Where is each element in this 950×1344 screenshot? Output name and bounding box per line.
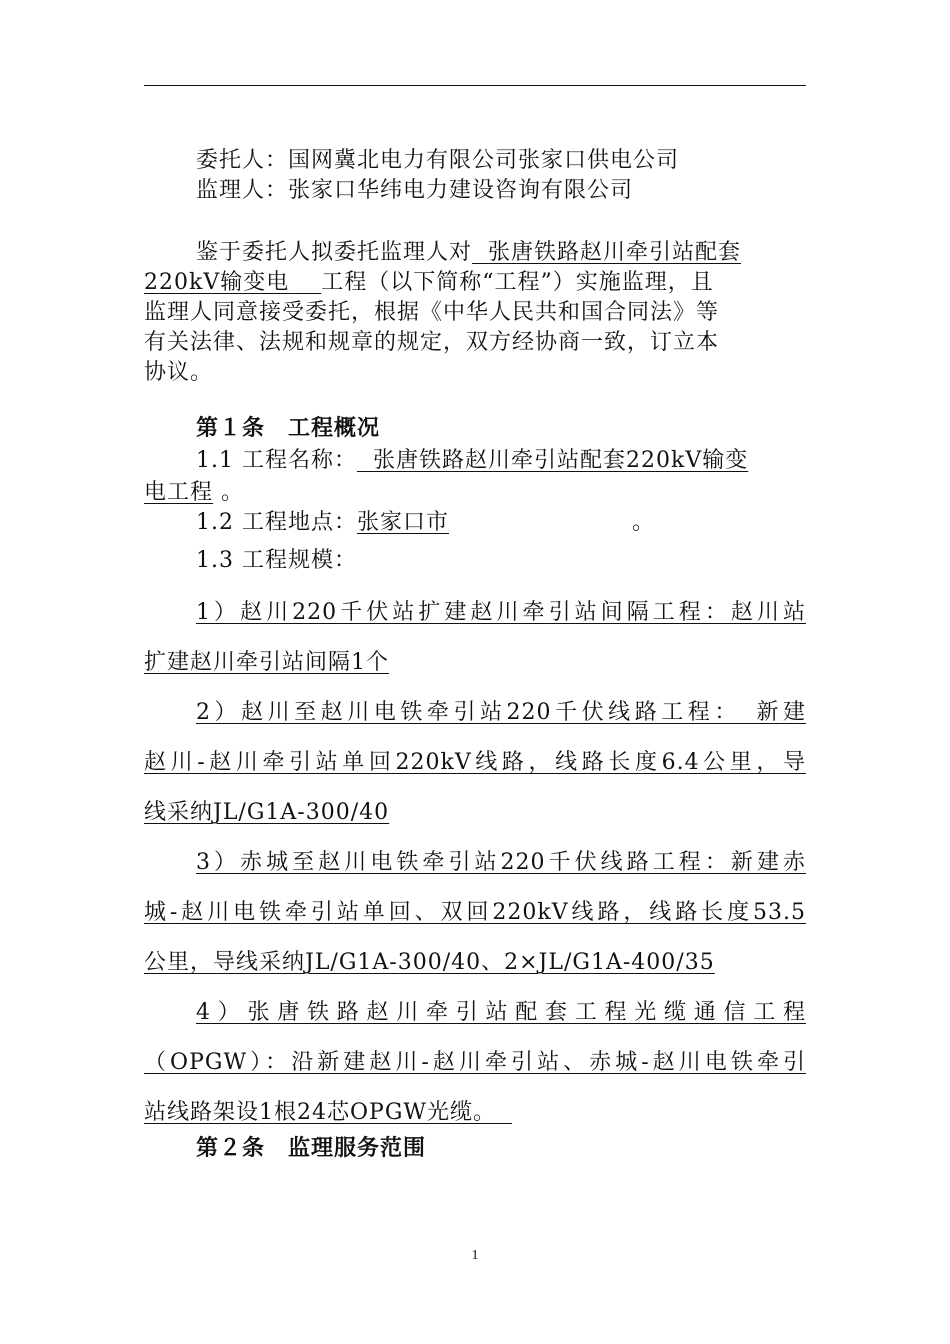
client-line xyxy=(196,146,806,176)
article-2-heading: 第２条 监理服务范围 xyxy=(196,1135,427,1161)
scale-item-text: 线采纳JL/G1A-300/40 xyxy=(144,800,390,825)
project-name-part: 220kV xyxy=(626,448,703,473)
project-name-label: 1.1 工程名称： xyxy=(196,448,357,473)
scale-item-3-line-3 xyxy=(144,948,806,978)
scale-item-text xyxy=(144,1100,512,1125)
project-name-part: 张唐铁路赵川牵引站配套 xyxy=(488,240,742,265)
project-name-value xyxy=(357,448,748,473)
supervisor-line xyxy=(196,176,806,206)
scale-item-2-line-1: 2）赵川至赵川电铁牵引站220千伏线路工程： 新建 xyxy=(196,700,806,725)
project-site-value: 张家口市 xyxy=(356,510,449,535)
punctuation: 。 xyxy=(221,480,245,505)
project-site-underline xyxy=(357,510,632,535)
project-name-value-cont: 电工程 xyxy=(144,480,214,505)
scale-item-3-line-1: 3）赤城至赵川电铁牵引站220千伏线路工程：新建赤 xyxy=(196,850,806,875)
client-label: 委托人： xyxy=(196,148,289,173)
page-number: 1 xyxy=(471,1248,479,1263)
preamble-text: 鉴于委托人拟委托监理人对 xyxy=(196,240,473,265)
scale-item-1-line-1: 1）赵川220千伏站扩建赵川牵引站间隔工程：赵川站 xyxy=(196,600,806,625)
scale-item-4-line-1: 4）张唐铁路赵川牵引站配套工程光缆通信工程 xyxy=(196,1000,806,1025)
project-name-line xyxy=(196,446,806,476)
scale-item-text: 扩建赵川牵引站间隔1个 xyxy=(144,650,389,675)
header-rule xyxy=(144,85,806,86)
project-site-label: 1.2 工程地点： xyxy=(196,510,357,535)
scale-item-2-line-2: 赵川-赵川牵引站单回220kV线路，线路长度6.4公里，导 xyxy=(144,750,806,775)
project-name-underlined-cont xyxy=(144,270,321,295)
preamble-line-2 xyxy=(144,268,806,298)
scale-item-3-line-2: 城-赵川电铁牵引站单回、双回220kV线路，线路长度53.5 xyxy=(144,900,806,925)
project-scale-label: 1.3 工程规模： xyxy=(196,548,357,573)
project-name-part: 220kV输变电 xyxy=(144,270,290,295)
scale-item-4-line-2: （OPGW）：沿新建赵川-赵川牵引站、赤城-赵川电铁牵引 xyxy=(144,1050,806,1075)
preamble-line-4: 有关法律、法规和规章的规定，双方经协商一致，订立本 xyxy=(144,330,720,355)
preamble-text: 工程（以下简称“工程”）实施监理，且 xyxy=(321,270,714,295)
project-name-part: 输变 xyxy=(702,448,749,473)
project-name-line-2 xyxy=(144,478,806,508)
project-site-line xyxy=(196,508,806,538)
punctuation: 。 xyxy=(632,510,656,535)
scale-item-text: 公里，导线采纳JL/G1A-300/40、2×JL/G1A-400/35 xyxy=(144,950,715,975)
preamble-line-5: 协议。 xyxy=(144,360,214,385)
scale-item-4-line-3 xyxy=(144,1098,806,1128)
scale-item-2-line-3 xyxy=(144,798,806,828)
scale-item-1-line-2 xyxy=(144,648,806,678)
preamble-line-1 xyxy=(196,238,806,268)
preamble-line-3: 监理人同意接受委托，根据《中华人民共和国合同法》等 xyxy=(144,300,720,325)
client-name: 国网冀北电力有限公司张家口供电公司 xyxy=(288,148,680,173)
scale-item-text-content: 站线路架设1根24芯OPGW光缆。 xyxy=(144,1100,497,1125)
article-1-heading: 第１条 工程概况 xyxy=(196,415,381,441)
supervisor-name: 张家口华纬电力建设咨询有限公司 xyxy=(288,178,634,203)
project-name-part: 张唐铁路赵川牵引站配套 xyxy=(372,448,626,473)
project-name-underlined xyxy=(472,240,741,265)
supervisor-label: 监理人： xyxy=(196,178,289,203)
